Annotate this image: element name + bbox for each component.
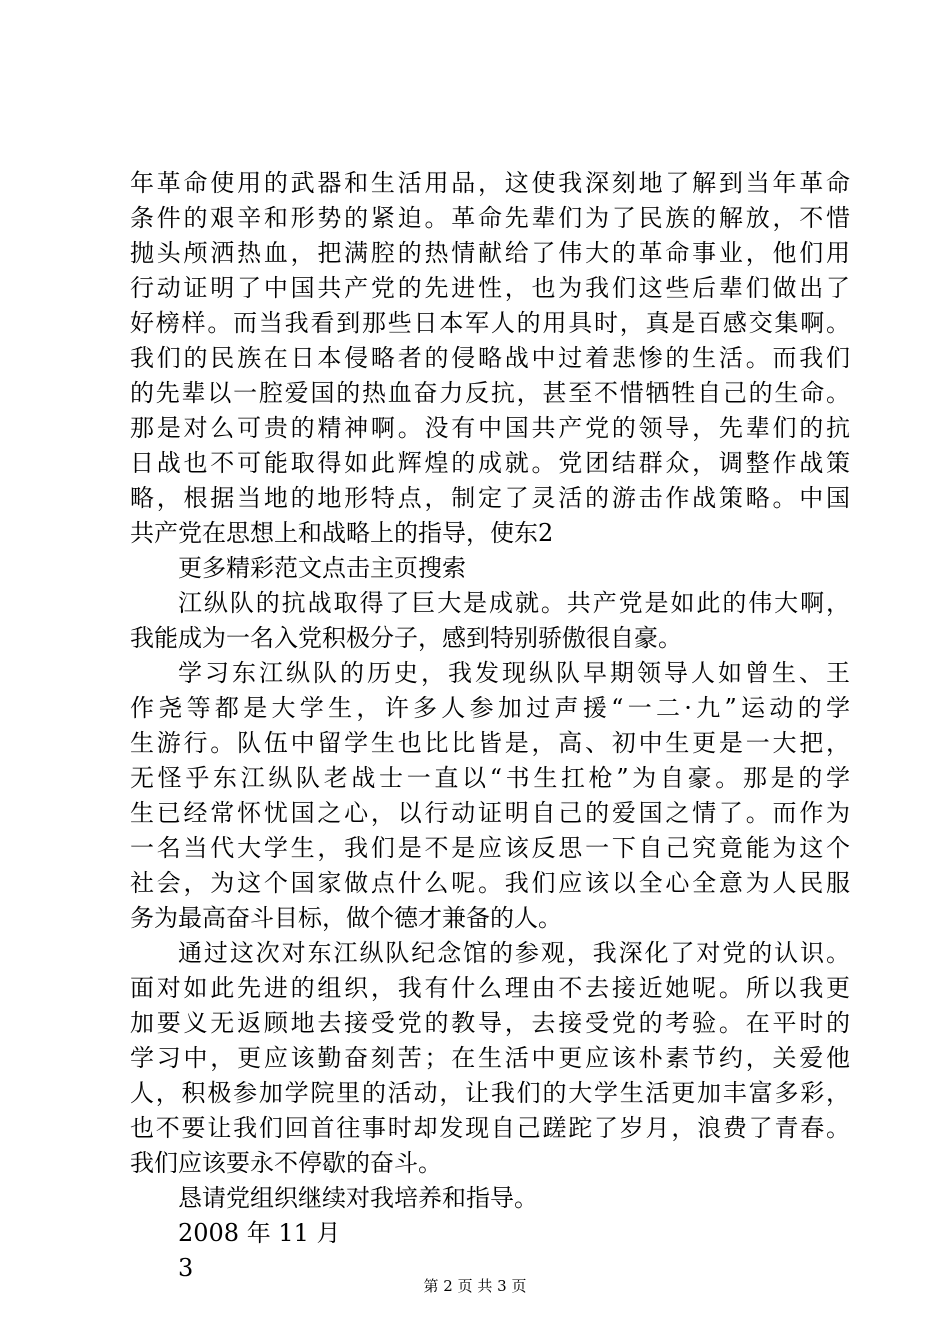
text-line: 学习中，更应该勤奋刻苦；在生活中更应该朴素节约，关爱他 [130, 1044, 850, 1072]
text-line: 务为最高奋斗目标，做个德才兼备的人。 [130, 904, 562, 932]
text-line: 江纵队的抗战取得了巨大是成就。共产党是如此的伟大啊， [178, 589, 850, 617]
text-line: 那是对么可贵的精神啊。没有中国共产党的领导，先辈们的抗 [130, 414, 850, 442]
text-line: 学习东江纵队的历史，我发现纵队早期领导人如曾生、王 [178, 659, 850, 687]
document-body [130, 166, 850, 1286]
text-line: 行动证明了中国共产党的先进性，也为我们这些后辈们做出了 [130, 274, 850, 302]
text-line: 面对如此先进的组织，我有什么理由不去接近她呢。所以我更 [130, 974, 850, 1002]
text-line: 人，积极参加学院里的活动，让我们的大学生活更加丰富多彩， [130, 1079, 850, 1107]
text-line: 一名当代大学生，我们是不是应该反思一下自己究竟能为这个 [130, 834, 850, 862]
text-line: 无怪乎东江纵队老战士一直以“书生扛枪”为自豪。那是的学 [130, 764, 850, 792]
text-line: 的先辈以一腔爱国的热血奋力反抗，甚至不惜牺牲自己的生命。 [130, 379, 850, 407]
text-line: 加要义无返顾地去接受党的教导，去接受党的考验。在平时的 [130, 1009, 850, 1037]
text-line: 2008 年 11 月 [178, 1219, 341, 1247]
text-line: 共产党在思想上和战略上的指导，使东2 [130, 519, 554, 547]
text-line: 日战也不可能取得如此辉煌的成就。党团结群众，调整作战策 [130, 449, 850, 477]
text-line: 也不要让我们回首往事时却发现自己蹉跎了岁月，浪费了青春。 [130, 1114, 850, 1142]
text-line: 生游行。队伍中留学生也比比皆是，高、初中生更是一大把， [130, 729, 850, 757]
text-line: 年革命使用的武器和生活用品，这使我深刻地了解到当年革命 [130, 169, 850, 197]
text-line: 作尧等都是大学生，许多人参加过声援“一二·九”运动的学 [130, 694, 850, 722]
text-line: 我们应该要永不停歇的奋斗。 [130, 1149, 442, 1177]
text-line: 通过这次对东江纵队纪念馆的参观，我深化了对党的认识。 [178, 939, 850, 967]
text-line: 恳请党组织继续对我培养和指导。 [178, 1184, 538, 1212]
text-line: 我能成为一名入党积极分子，感到特别骄傲很自豪。 [130, 624, 682, 652]
text-line: 条件的艰辛和形势的紧迫。革命先辈们为了民族的解放，不惜 [130, 204, 850, 232]
text-line: 更多精彩范文点击主页搜索 [178, 554, 466, 582]
text-line: 3 [178, 1254, 194, 1282]
text-line: 抛头颅洒热血，把满腔的热情献给了伟大的革命事业，他们用 [130, 239, 850, 267]
text-line: 好榜样。而当我看到那些日本军人的用具时，真是百感交集啊。 [130, 309, 850, 337]
text-line: 生已经常怀忧国之心，以行动证明自己的爱国之情了。而作为 [130, 799, 850, 827]
text-line: 略，根据当地的地形特点，制定了灵活的游击作战策略。中国 [130, 484, 850, 512]
text-line: 我们的民族在日本侵略者的侵略战中过着悲惨的生活。而我们 [130, 344, 850, 372]
text-line: 社会，为这个国家做点什么呢。我们应该以全心全意为人民服 [130, 869, 850, 897]
page-footer: 第 2 页 共 3 页 [423, 1277, 527, 1295]
